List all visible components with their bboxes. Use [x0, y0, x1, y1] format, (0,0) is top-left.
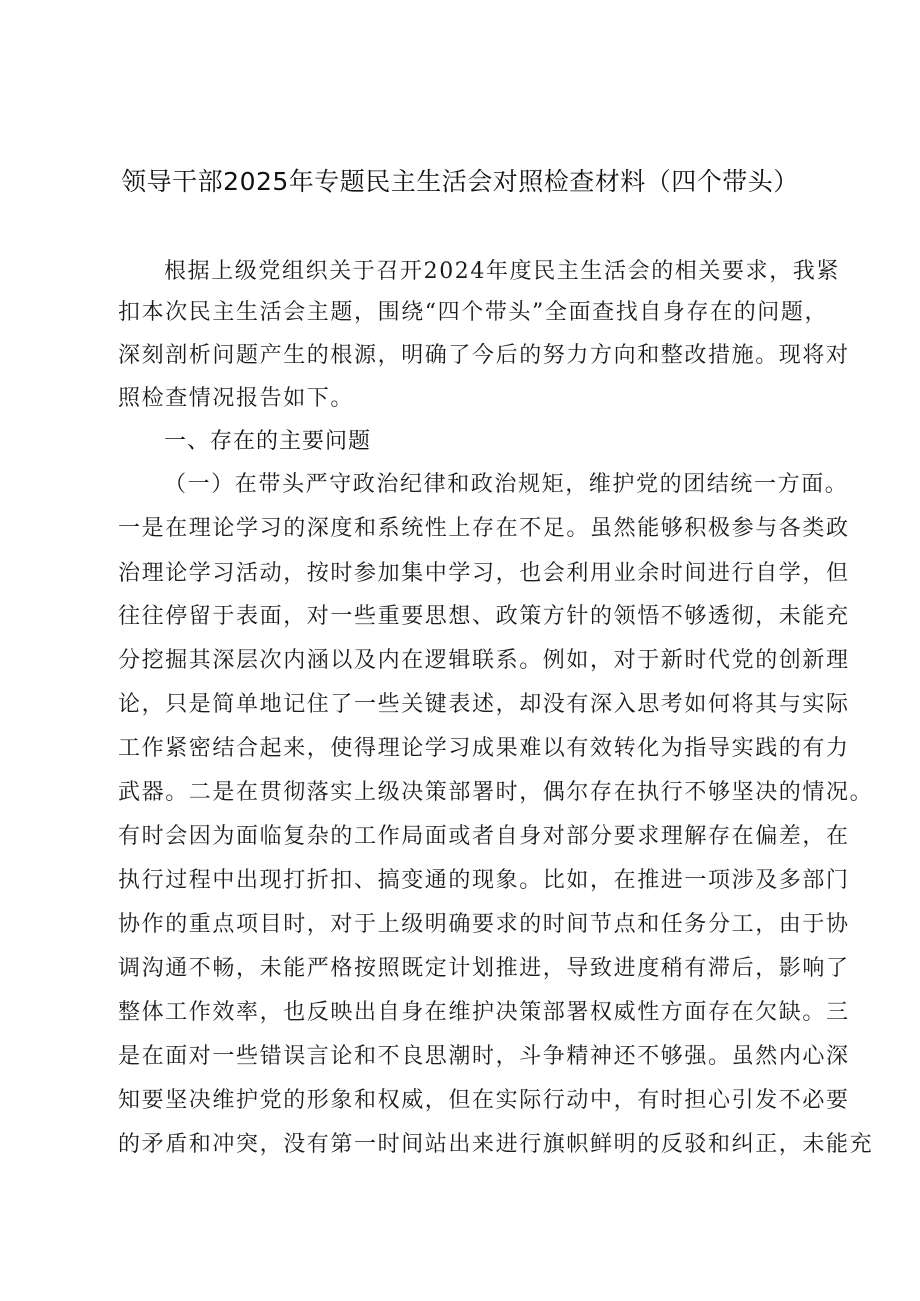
body-line: 武器。二是在贯彻落实上级决策部署时，偶尔存在执行不够坚决的情况。 — [118, 780, 874, 805]
body-line: 论，只是简单地记住了一些关键表述，却没有深入思考如何将其与实际 — [118, 692, 850, 717]
body-line: 往往停留于表面，对一些重要思想、政策方针的领悟不够透彻，未能充 — [118, 604, 850, 629]
body-line: 的矛盾和冲突，没有第一时间站出来进行旗帜鲜明的反驳和纠正，未能充 — [118, 1132, 874, 1157]
body-line: （一）在带头严守政治纪律和政治规矩，维护党的团结统一方面。 — [164, 472, 849, 497]
intro-line: 照检查情况报告如下。 — [118, 386, 355, 411]
body-line: 执行过程中出现打折扣、搞变通的现象。比如，在推进一项涉及多部门 — [118, 868, 850, 893]
section-heading: 一、存在的主要问题 — [164, 429, 372, 454]
body-line: 整体工作效率，也反映出自身在维护决策部署权威性方面存在欠缺。三 — [118, 1000, 850, 1025]
body-line: 治理论学习活动，按时参加集中学习，也会利用业余时间进行自学，但 — [118, 561, 850, 586]
intro-line: 扣本次民主生活会主题，围绕“四个带头”全面查找自身存在的问题， — [118, 300, 829, 325]
body-line: 一是在理论学习的深度和系统性上存在不足。虽然能够积极参与各类政 — [118, 516, 850, 541]
body-line: 工作紧密结合起来，使得理论学习成果难以有效转化为指导实践的有力 — [118, 736, 850, 761]
intro-line: 深刻剖析问题产生的根源，明确了今后的努力方向和整改措施。现将对 — [118, 343, 850, 368]
body-line: 调沟通不畅，未能严格按照既定计划推进，导致进度稍有滞后，影响了 — [118, 956, 850, 981]
document-title: 领导干部2025年专题民主生活会对照检查材料（四个带头） — [121, 167, 799, 196]
intro-line: 根据上级党组织关于召开2024年度民主生活会的相关要求，我紧 — [164, 259, 840, 284]
body-line: 有时会因为面临复杂的工作局面或者自身对部分要求理解存在偏差，在 — [118, 824, 850, 849]
body-line: 协作的重点项目时，对于上级明确要求的时间节点和任务分工，由于协 — [118, 912, 850, 937]
body-line: 是在面对一些错误言论和不良思潮时，斗争精神还不够强。虽然内心深 — [118, 1044, 850, 1069]
body-line: 分挖掘其深层次内涵以及内在逻辑联系。例如，对于新时代党的创新理 — [118, 648, 850, 673]
body-line: 知要坚决维护党的形象和权威，但在实际行动中，有时担心引发不必要 — [118, 1088, 850, 1113]
